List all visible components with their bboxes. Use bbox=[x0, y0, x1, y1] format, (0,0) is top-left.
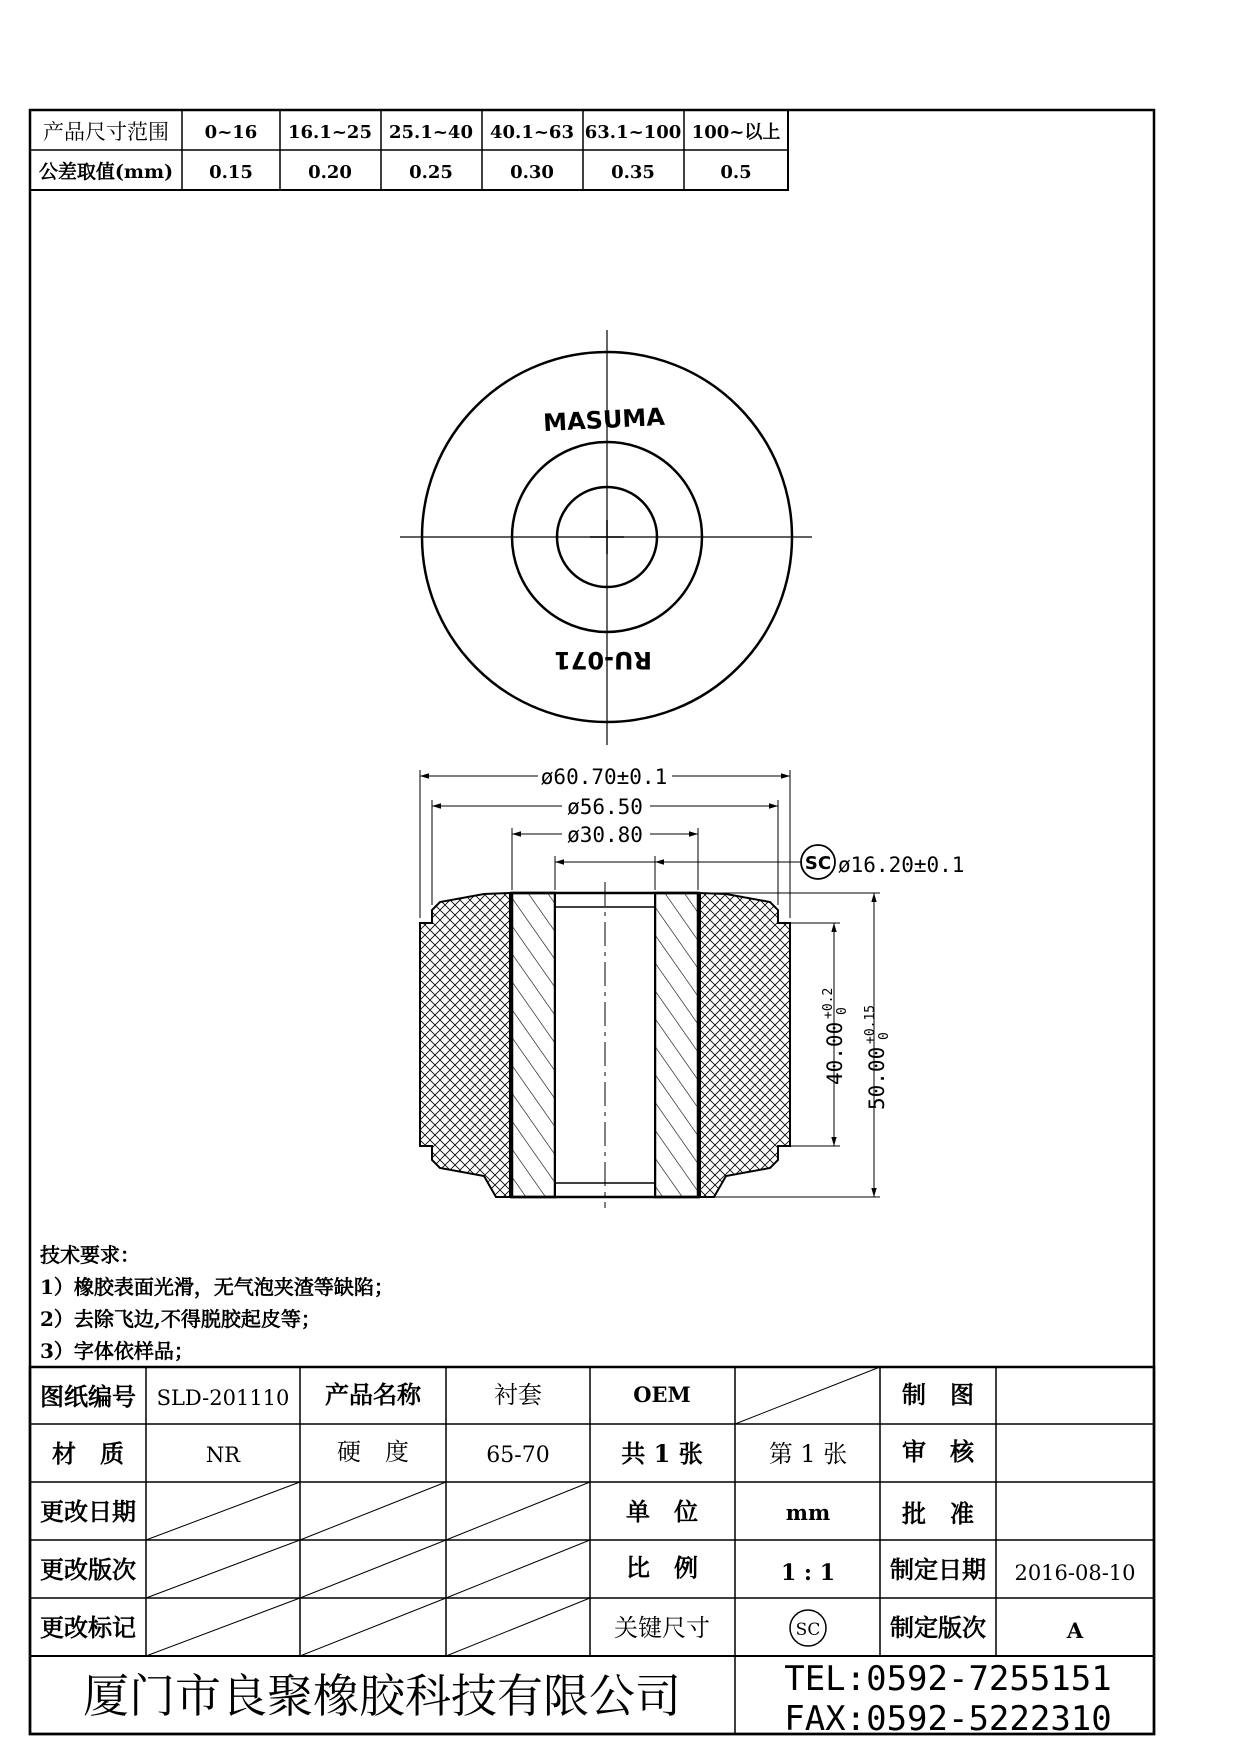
hardness-label: 硬 度 bbox=[337, 1438, 409, 1466]
metal-sleeve-left bbox=[512, 893, 555, 1197]
product-name: 衬套 bbox=[494, 1381, 542, 1409]
approve-label: 批 准 bbox=[902, 1499, 974, 1528]
dim-sleeve-diameter: ø30.80 bbox=[567, 823, 643, 847]
material-label: 材 质 bbox=[52, 1439, 124, 1468]
tolerance-value: 0.25 bbox=[409, 162, 453, 183]
hardness: 65-70 bbox=[486, 1443, 550, 1468]
tolerance-table bbox=[30, 110, 788, 190]
tech-requirement-item: 1）橡胶表面光滑，无气泡夹渣等缺陷； bbox=[40, 1275, 394, 1299]
tolerance-row1-header: 产品尺寸范围 bbox=[43, 120, 169, 144]
top-view bbox=[400, 330, 812, 745]
dim-inner-height-tol-upper: +0.2 bbox=[821, 987, 836, 1019]
rubber-section-right bbox=[700, 893, 790, 1197]
tolerance-value: 0.15 bbox=[209, 162, 253, 183]
tech-requirement-item: 3）字体依样品； bbox=[40, 1339, 194, 1363]
tolerance-range: 25.1~40 bbox=[389, 122, 473, 143]
dim-outer-height-tol-upper: +0.15 bbox=[863, 1004, 878, 1044]
made-date-label: 制定日期 bbox=[890, 1555, 986, 1584]
unit-label: 单 位 bbox=[626, 1497, 698, 1526]
tech-requirement-item: 2）去除飞边,不得脱胶起皮等； bbox=[40, 1307, 321, 1331]
dim-rubber-diameter: ø56.50 bbox=[567, 795, 643, 819]
key-dim-symbol: SC bbox=[795, 1620, 821, 1640]
dim-outer-diameter: ø60.70±0.1 bbox=[540, 765, 668, 789]
oem-label: OEM bbox=[633, 1382, 691, 1407]
made-date: 2016-08-10 bbox=[1014, 1561, 1136, 1585]
tech-requirements-title: 技术要求： bbox=[40, 1243, 140, 1267]
change-mark-label: 更改标记 bbox=[40, 1613, 136, 1642]
key-dim-label: 关键尺寸 bbox=[614, 1614, 710, 1642]
drawing-no: SLD-201110 bbox=[156, 1386, 290, 1410]
company-name: 厦门市良聚橡胶科技有限公司 bbox=[83, 1669, 681, 1723]
review-label: 审 核 bbox=[902, 1437, 974, 1466]
sheet-number: 第 1 张 bbox=[768, 1440, 848, 1468]
material: NR bbox=[205, 1443, 241, 1467]
change-version-label: 更改版次 bbox=[40, 1555, 136, 1584]
dim-bore-diameter: ø16.20±0.1 bbox=[838, 853, 965, 877]
tolerance-value: 0.20 bbox=[308, 162, 352, 183]
drawn-label: 制 图 bbox=[902, 1380, 974, 1409]
title-block bbox=[30, 1367, 1154, 1739]
tolerance-value: 0.35 bbox=[611, 162, 655, 183]
product-name-label: 产品名称 bbox=[325, 1380, 421, 1409]
change-date-label: 更改日期 bbox=[40, 1497, 136, 1526]
drawing-no-label: 图纸编号 bbox=[40, 1382, 136, 1411]
tolerance-range: 100~以上 bbox=[691, 122, 781, 143]
scale: 1 : 1 bbox=[780, 1560, 836, 1586]
made-version: A bbox=[1066, 1618, 1084, 1643]
dim-outer-height: 50.00 bbox=[865, 1046, 889, 1110]
metal-sleeve-right bbox=[655, 893, 698, 1197]
tolerance-range: 40.1~63 bbox=[490, 122, 574, 143]
dim-inner-height: 40.00 bbox=[823, 1021, 847, 1085]
tolerance-value: 0.5 bbox=[720, 162, 752, 183]
tech-requirements bbox=[40, 1243, 394, 1363]
tolerance-row2-header: 公差取值(mm) bbox=[38, 161, 174, 183]
tolerance-range: 16.1~25 bbox=[288, 122, 372, 143]
tolerance-value: 0.30 bbox=[510, 162, 554, 183]
dim-outer-height-tol-lower: 0 bbox=[877, 1032, 892, 1040]
made-version-label: 制定版次 bbox=[890, 1613, 986, 1642]
brand-engraving: MASUMA bbox=[542, 402, 666, 438]
sc-mark: SC bbox=[804, 853, 832, 874]
tolerance-range: 63.1~100 bbox=[584, 122, 682, 143]
company-tel: TEL:0592-7255151 bbox=[784, 1659, 1112, 1699]
section-view bbox=[420, 882, 790, 1208]
tolerance-range: 0~16 bbox=[204, 122, 258, 143]
part-number-engraving: RU-071 bbox=[553, 646, 653, 674]
total-sheets: 共 1 张 bbox=[621, 1439, 703, 1468]
scale-label: 比 例 bbox=[626, 1553, 698, 1582]
unit: mm bbox=[785, 1500, 831, 1525]
rubber-section-left bbox=[420, 893, 510, 1197]
dim-inner-height-tol-lower: 0 bbox=[835, 1007, 850, 1015]
company-fax: FAX:0592-5222310 bbox=[784, 1699, 1112, 1739]
